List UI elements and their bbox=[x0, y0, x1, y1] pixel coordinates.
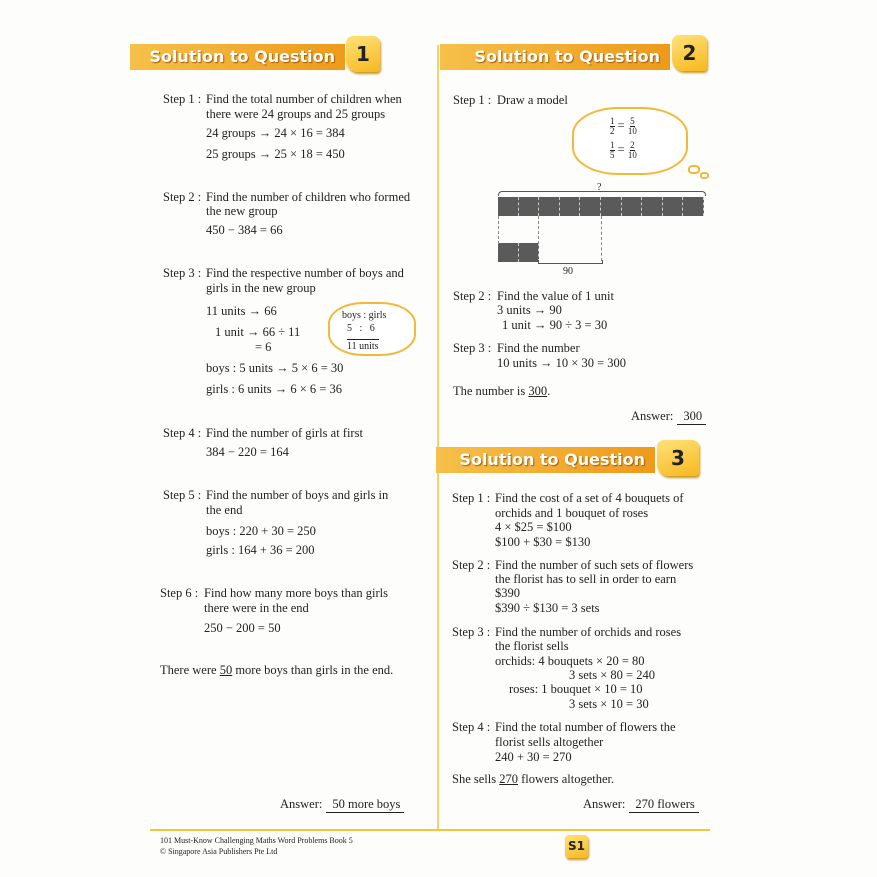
q1-number-badge: 1 bbox=[346, 36, 380, 72]
q2-step2-calc: 3 units → 90 bbox=[497, 303, 562, 317]
q1-step1-text: there were 24 groups and 25 groups bbox=[206, 107, 386, 121]
q3-step4-calc: 240 + 30 = 270 bbox=[495, 750, 572, 764]
q3-step3-calc: orchids: 4 bouquets × 20 = 80 bbox=[495, 654, 645, 668]
answer-value: 270 flowers bbox=[629, 797, 698, 813]
q3-step2-calc: $390 ÷ $130 = 3 sets bbox=[495, 601, 600, 615]
q1-step2-calc: 450 − 384 = 66 bbox=[206, 223, 283, 237]
q1-conclusion bbox=[160, 663, 393, 677]
q3-step1-text: Find the cost of a set of 4 bouquets of bbox=[495, 491, 684, 505]
q3-step4-label: Step 4 : bbox=[452, 720, 491, 734]
q3-step1-calc: $100 + $30 = $130 bbox=[495, 535, 591, 549]
q3-step3-calc: 3 sets × 10 = 30 bbox=[569, 697, 649, 711]
q1-step3-calc: 1 unit → 66 ÷ 11 bbox=[215, 325, 301, 339]
footer-copyright: © Singapore Asia Publishers Pte Ltd bbox=[160, 847, 278, 856]
model-unit bbox=[498, 197, 519, 216]
q1-step2-text: Find the number of children who formed bbox=[206, 190, 411, 204]
model-unit bbox=[622, 197, 643, 216]
q3-step4-text: Find the total number of flowers the bbox=[495, 720, 676, 734]
q3-step3-text: Find the number of orchids and roses bbox=[495, 625, 682, 639]
q1-header: Solution to Question bbox=[130, 44, 345, 70]
q3-step3-calc: roses: 1 bouquet × 10 = 10 bbox=[509, 682, 643, 696]
text: The number is bbox=[453, 384, 529, 398]
q1-step3-calc: boys : 5 units → 5 × 6 = 30 bbox=[206, 361, 344, 375]
ratio-values: 5 : 6 bbox=[347, 323, 375, 334]
bottom-brace bbox=[538, 260, 603, 264]
model-unit bbox=[539, 197, 560, 216]
guide-line bbox=[538, 216, 539, 244]
page-number: S1 bbox=[565, 835, 588, 858]
q1-step1-calc: 24 groups → 24 × 16 = 384 bbox=[206, 126, 345, 140]
q1-ratio-bubble bbox=[328, 302, 416, 356]
q2-conclusion bbox=[453, 384, 550, 398]
q3-header: Solution to Question bbox=[436, 447, 655, 473]
model-unit bbox=[519, 243, 540, 262]
model-unit bbox=[519, 197, 540, 216]
thought-dot bbox=[700, 172, 709, 179]
q2-step2-text: Find the value of 1 unit bbox=[497, 289, 614, 303]
q1-step6-text: Find how many more boys than girls bbox=[204, 586, 389, 600]
column-divider bbox=[437, 45, 439, 830]
q2-step1-label: Step 1 : bbox=[453, 93, 492, 107]
q2-step2-calc: 1 unit → 90 ÷ 3 = 30 bbox=[502, 318, 608, 332]
q3-answer bbox=[583, 797, 699, 813]
q1-answer bbox=[280, 797, 404, 813]
thought-dot bbox=[688, 165, 700, 174]
ratio-heading: boys : girls bbox=[342, 310, 387, 321]
q3-number-badge: 3 bbox=[657, 440, 699, 476]
q1-step3-calc: girls : 6 units → 6 × 6 = 36 bbox=[206, 382, 342, 396]
q3-step1-calc: 4 × $25 = $100 bbox=[495, 520, 572, 534]
model-unit bbox=[601, 197, 622, 216]
q3-step2-label: Step 2 : bbox=[452, 558, 491, 572]
q1-step5-calc: boys : 220 + 30 = 250 bbox=[206, 524, 316, 538]
q3-step3-label: Step 3 : bbox=[452, 625, 491, 639]
q1-step4-calc: 384 − 220 = 164 bbox=[206, 445, 289, 459]
answer-label: Answer: bbox=[280, 797, 323, 811]
ratio-total: 11 units bbox=[347, 341, 379, 352]
q1-step3-text: Find the respective number of boys and bbox=[206, 266, 404, 280]
text: There were bbox=[160, 663, 220, 677]
q1-step6-text: there were in the end bbox=[204, 601, 309, 615]
q3-step1-text: orchids and 1 bouquet of roses bbox=[495, 506, 649, 520]
underlined-value: 270 bbox=[499, 772, 518, 786]
q1-step5-calc: girls : 164 + 36 = 200 bbox=[206, 543, 315, 557]
guide-line bbox=[498, 216, 499, 244]
answer-value: 300 bbox=[677, 409, 706, 425]
q2-step2-label: Step 2 : bbox=[453, 289, 492, 303]
footer-rule bbox=[150, 829, 710, 831]
q2-step3-label: Step 3 : bbox=[453, 341, 492, 355]
q1-step6-label: Step 6 : bbox=[160, 586, 199, 600]
q2-step3-text: Find the number bbox=[497, 341, 580, 355]
q1-step3-calc: 11 units → 66 bbox=[206, 304, 277, 318]
q1-step3-text: girls in the new group bbox=[206, 281, 316, 295]
q1-step2-label: Step 2 : bbox=[163, 190, 202, 204]
q1-step3-label: Step 3 : bbox=[163, 266, 202, 280]
q3-step3-calc: 3 sets × 80 = 240 bbox=[569, 668, 655, 682]
text: more boys than girls in the end. bbox=[232, 663, 394, 677]
underlined-value: 50 bbox=[219, 663, 233, 677]
q1-step4-label: Step 4 : bbox=[163, 426, 202, 440]
text: She sells bbox=[452, 772, 500, 786]
q3-step3-text: the florist sells bbox=[495, 639, 569, 653]
q1-step1-label: Step 1 : bbox=[163, 92, 202, 106]
q1-step5-label: Step 5 : bbox=[163, 488, 202, 502]
underlined-value: 300 bbox=[528, 384, 548, 398]
q2-step3-calc: 10 units → 10 × 30 = 300 bbox=[497, 356, 627, 370]
text: flowers altogether. bbox=[517, 772, 615, 786]
guide-line bbox=[601, 216, 602, 261]
model-unit bbox=[580, 197, 601, 216]
model-unit bbox=[498, 243, 519, 262]
answer-value: 50 more boys bbox=[326, 797, 404, 813]
q3-step2-text: the florist has to sell in order to earn bbox=[495, 572, 677, 586]
q3-step4-text: florist sells altogether bbox=[495, 735, 604, 749]
q2-answer bbox=[631, 409, 706, 425]
q2-number-badge: 2 bbox=[672, 35, 707, 71]
q1-step5-text: Find the number of boys and girls in bbox=[206, 488, 389, 502]
q2-header: Solution to Question bbox=[440, 44, 670, 70]
q1-step1-text: Find the total number of children when bbox=[206, 92, 402, 106]
q1-step6-calc: 250 − 200 = 50 bbox=[204, 621, 281, 635]
q3-step1-label: Step 1 : bbox=[452, 491, 491, 505]
fraction-equation: $\frac{1}{2}$ = $\frac{5}{10}$ bbox=[610, 116, 637, 136]
footer-book-title: 101 Must-Know Challenging Maths Word Problems Book 5 bbox=[160, 836, 353, 845]
q1-step1-calc: 25 groups → 25 × 18 = 450 bbox=[206, 147, 345, 161]
q1-step5-text: the end bbox=[206, 503, 243, 517]
model-unknown-label: ? bbox=[597, 182, 602, 193]
answer-label: Answer: bbox=[631, 409, 674, 423]
model-unit bbox=[663, 197, 684, 216]
text: . bbox=[547, 384, 551, 398]
fraction-equation: $\frac{1}{5}$ = $\frac{2}{10}$ bbox=[610, 140, 637, 160]
q2-step1-text: Draw a model bbox=[497, 93, 568, 107]
q1-step3-calc: = 6 bbox=[255, 340, 272, 354]
model-unit bbox=[642, 197, 663, 216]
q3-conclusion bbox=[452, 772, 614, 786]
q3-step2-text: $390 bbox=[495, 586, 520, 600]
model-unit bbox=[683, 197, 704, 216]
q2-fraction-bubble bbox=[572, 107, 688, 175]
top-brace bbox=[498, 191, 706, 196]
answer-label: Answer: bbox=[583, 797, 626, 811]
q1-step2-text: the new group bbox=[206, 204, 278, 218]
model-unit bbox=[560, 197, 581, 216]
q1-step4-text: Find the number of girls at first bbox=[206, 426, 363, 440]
q3-step2-text: Find the number of such sets of flowers bbox=[495, 558, 694, 572]
model-value-label: 90 bbox=[563, 266, 573, 277]
